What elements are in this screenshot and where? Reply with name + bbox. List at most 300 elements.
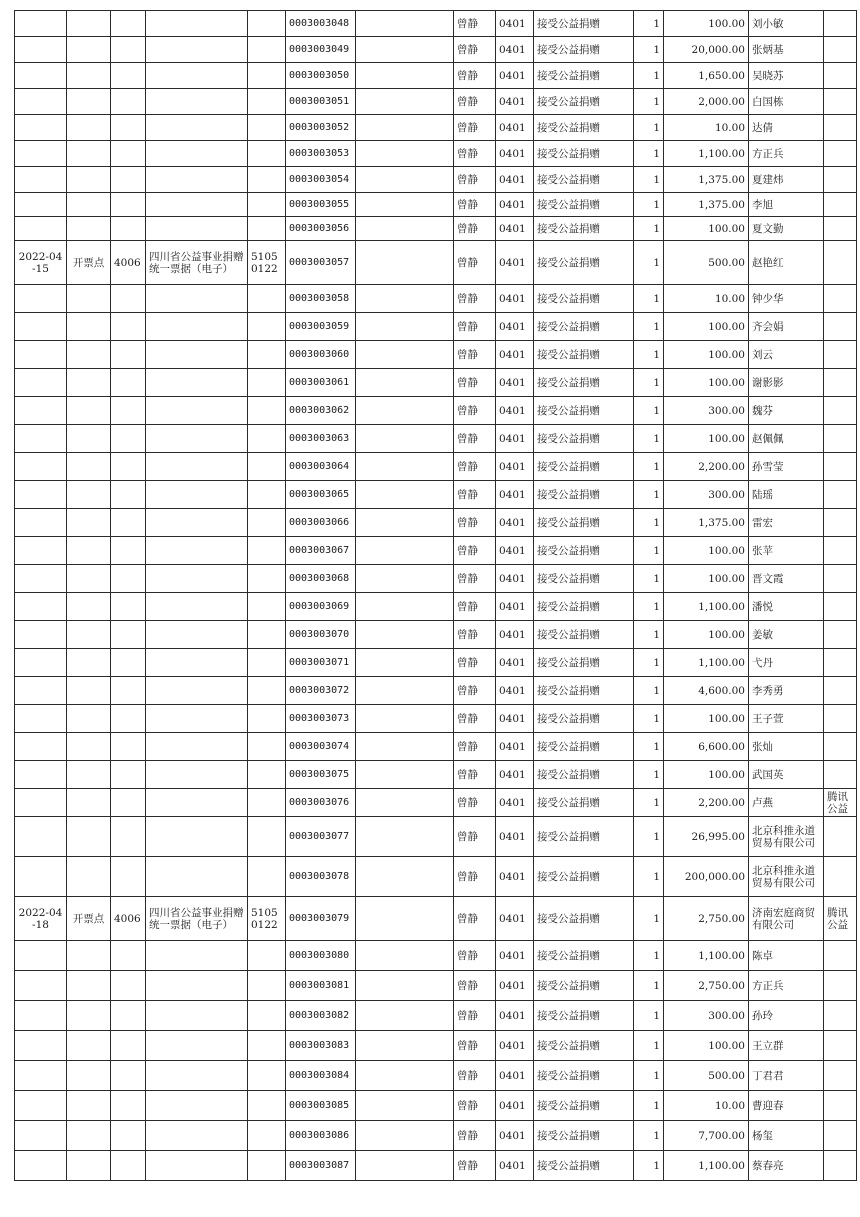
table-row xyxy=(15,1001,857,1031)
project-code-cell-text: 0401 xyxy=(499,404,526,417)
payer-cell-text: 李秀勇 xyxy=(752,684,784,697)
receipt-number-cell-text: 0003003080 xyxy=(289,949,350,961)
amount-cell-text: 300.00 xyxy=(708,488,745,501)
project-code-cell xyxy=(496,857,534,897)
project-name-cell xyxy=(534,733,634,761)
note-cell xyxy=(824,621,857,649)
receipt-number-cell xyxy=(286,897,356,941)
receipt-number-cell xyxy=(286,789,356,817)
receipt-number-cell xyxy=(286,649,356,677)
amount-cell-text: 1,100.00 xyxy=(698,147,745,160)
project-name-cell-text: 接受公益捐赠 xyxy=(537,17,600,30)
site-code-cell xyxy=(111,1001,146,1031)
blank-cell xyxy=(356,677,454,705)
receipt-number-cell-text: 0003003054 xyxy=(289,173,350,185)
handler-cell xyxy=(454,1091,496,1121)
bill-code-cell xyxy=(248,733,286,761)
amount-cell-text: 100.00 xyxy=(708,628,745,641)
receipt-number-cell xyxy=(286,941,356,971)
project-name-cell xyxy=(534,677,634,705)
bill-type-cell xyxy=(146,593,248,621)
table-row xyxy=(15,397,857,425)
project-code-cell xyxy=(496,63,534,89)
payer-cell-text: 卢燕 xyxy=(752,796,773,809)
bill-type-cell xyxy=(146,63,248,89)
quantity-cell-text: 1 xyxy=(653,1069,660,1082)
date-cell xyxy=(15,1061,67,1091)
project-code-cell-text: 0401 xyxy=(499,17,526,30)
amount-cell-text: 100.00 xyxy=(708,348,745,361)
receipt-number-cell xyxy=(286,565,356,593)
site-cell xyxy=(67,509,111,537)
project-code-cell xyxy=(496,761,534,789)
project-name-cell-text: 接受公益捐赠 xyxy=(537,198,600,211)
payer-cell xyxy=(749,1091,824,1121)
handler-cell xyxy=(454,167,496,193)
bill-type-cell xyxy=(146,341,248,369)
site-code-cell-text: 4006 xyxy=(114,256,141,269)
project-code-cell xyxy=(496,1121,534,1151)
amount-cell-text: 1,100.00 xyxy=(698,949,745,962)
project-name-cell xyxy=(534,621,634,649)
project-name-cell-text: 接受公益捐赠 xyxy=(537,1069,600,1082)
amount-cell xyxy=(664,1121,749,1151)
amount-cell xyxy=(664,941,749,971)
quantity-cell-text: 1 xyxy=(653,979,660,992)
bill-type-cell xyxy=(146,11,248,37)
handler-cell-text: 曾静 xyxy=(457,740,478,753)
quantity-cell-text: 1 xyxy=(653,198,660,211)
site-code-cell xyxy=(111,565,146,593)
site-code-cell xyxy=(111,11,146,37)
receipt-number-cell-text: 0003003066 xyxy=(289,516,350,528)
payer-cell xyxy=(749,37,824,63)
payer-cell xyxy=(749,1061,824,1091)
site-cell xyxy=(67,565,111,593)
quantity-cell-text: 1 xyxy=(653,1039,660,1052)
quantity-cell-text: 1 xyxy=(653,656,660,669)
quantity-cell xyxy=(634,1001,664,1031)
quantity-cell-text: 1 xyxy=(653,292,660,305)
site-cell xyxy=(67,971,111,1001)
payer-cell-text: 谢影影 xyxy=(752,376,784,389)
handler-cell-text: 曾静 xyxy=(457,600,478,613)
date-cell xyxy=(15,817,67,857)
project-code-cell-text: 0401 xyxy=(499,796,526,809)
site-cell xyxy=(67,397,111,425)
project-name-cell xyxy=(534,565,634,593)
receipt-number-cell xyxy=(286,761,356,789)
receipt-number-cell xyxy=(286,193,356,217)
project-name-cell-text: 接受公益捐赠 xyxy=(537,830,600,843)
payer-cell-text: 晋文霞 xyxy=(752,572,784,585)
receipt-number-cell-text: 0003003053 xyxy=(289,147,350,159)
payer-cell-text: 杨玺 xyxy=(752,1129,773,1142)
receipt-number-cell xyxy=(286,397,356,425)
amount-cell xyxy=(664,285,749,313)
bill-type-cell-text: 四川省公益事业捐赠统一票据（电子） xyxy=(149,906,244,931)
handler-cell-text: 曾静 xyxy=(457,198,478,211)
payer-cell xyxy=(749,677,824,705)
quantity-cell-text: 1 xyxy=(653,912,660,925)
site-code-cell xyxy=(111,37,146,63)
quantity-cell xyxy=(634,425,664,453)
handler-cell xyxy=(454,677,496,705)
bill-code-cell xyxy=(248,789,286,817)
handler-cell xyxy=(454,1061,496,1091)
amount-cell-text: 2,750.00 xyxy=(698,912,745,925)
payer-cell xyxy=(749,89,824,115)
quantity-cell xyxy=(634,941,664,971)
note-cell xyxy=(824,537,857,565)
site-code-cell xyxy=(111,941,146,971)
bill-type-cell-text: 四川省公益事业捐赠统一票据（电子） xyxy=(149,250,244,275)
quantity-cell-text: 1 xyxy=(653,600,660,613)
handler-cell xyxy=(454,481,496,509)
handler-cell-text: 曾静 xyxy=(457,348,478,361)
blank-cell xyxy=(356,789,454,817)
date-cell xyxy=(15,89,67,115)
date-cell xyxy=(15,971,67,1001)
handler-cell-text: 曾静 xyxy=(457,1009,478,1022)
quantity-cell xyxy=(634,313,664,341)
date-cell xyxy=(15,897,67,941)
date-cell xyxy=(15,11,67,37)
site-code-cell xyxy=(111,1061,146,1091)
table-row xyxy=(15,453,857,481)
quantity-cell xyxy=(634,857,664,897)
bill-code-cell xyxy=(248,857,286,897)
note-cell xyxy=(824,37,857,63)
project-code-cell xyxy=(496,369,534,397)
amount-cell xyxy=(664,241,749,285)
note-cell xyxy=(824,11,857,37)
project-code-cell xyxy=(496,397,534,425)
date-cell xyxy=(15,649,67,677)
handler-cell xyxy=(454,193,496,217)
quantity-cell xyxy=(634,397,664,425)
payer-cell-text: 张苹 xyxy=(752,544,773,557)
receipt-number-cell xyxy=(286,621,356,649)
payer-cell-text: 刘小敏 xyxy=(752,17,784,30)
blank-cell xyxy=(356,857,454,897)
handler-cell-text: 曾静 xyxy=(457,1159,478,1172)
bill-type-cell xyxy=(146,649,248,677)
project-name-cell xyxy=(534,397,634,425)
project-name-cell xyxy=(534,167,634,193)
project-code-cell-text: 0401 xyxy=(499,256,526,269)
bill-type-cell xyxy=(146,37,248,63)
bill-code-cell xyxy=(248,341,286,369)
receipt-number-cell xyxy=(286,1121,356,1151)
quantity-cell xyxy=(634,1151,664,1181)
payer-cell xyxy=(749,789,824,817)
bill-code-cell xyxy=(248,705,286,733)
handler-cell xyxy=(454,89,496,115)
handler-cell-text: 曾静 xyxy=(457,1039,478,1052)
receipt-number-cell-text: 0003003079 xyxy=(289,912,350,924)
project-name-cell xyxy=(534,857,634,897)
payer-cell xyxy=(749,537,824,565)
project-name-cell xyxy=(534,37,634,63)
handler-cell xyxy=(454,649,496,677)
quantity-cell-text: 1 xyxy=(653,870,660,883)
handler-cell xyxy=(454,971,496,1001)
receipt-number-cell-text: 0003003050 xyxy=(289,69,350,81)
site-cell-text: 开票点 xyxy=(72,912,105,925)
amount-cell xyxy=(664,537,749,565)
bill-code-cell xyxy=(248,817,286,857)
quantity-cell-text: 1 xyxy=(653,830,660,843)
payer-cell-text: 方正兵 xyxy=(752,147,784,160)
quantity-cell xyxy=(634,141,664,167)
bill-type-cell xyxy=(146,1121,248,1151)
site-cell xyxy=(67,89,111,115)
date-cell-text: 2022-04-18 xyxy=(18,906,63,931)
payer-cell xyxy=(749,897,824,941)
site-cell xyxy=(67,621,111,649)
quantity-cell-text: 1 xyxy=(653,572,660,585)
note-cell xyxy=(824,1061,857,1091)
project-code-cell xyxy=(496,1091,534,1121)
project-code-cell-text: 0401 xyxy=(499,516,526,529)
payer-cell-text: 王子萱 xyxy=(752,712,784,725)
site-cell xyxy=(67,167,111,193)
blank-cell xyxy=(356,11,454,37)
bill-code-cell xyxy=(248,1061,286,1091)
table-row xyxy=(15,1151,857,1181)
receipt-number-cell xyxy=(286,1031,356,1061)
date-cell xyxy=(15,1151,67,1181)
project-name-cell xyxy=(534,481,634,509)
project-code-cell-text: 0401 xyxy=(499,684,526,697)
payer-cell xyxy=(749,63,824,89)
payer-cell-text: 蔡春亮 xyxy=(752,1159,784,1172)
bill-code-cell xyxy=(248,285,286,313)
payer-cell-text: 赵艳红 xyxy=(752,256,784,269)
payer-cell xyxy=(749,705,824,733)
bill-code-cell xyxy=(248,677,286,705)
project-name-cell xyxy=(534,115,634,141)
project-code-cell xyxy=(496,1151,534,1181)
payer-cell xyxy=(749,313,824,341)
amount-cell xyxy=(664,167,749,193)
bill-type-cell xyxy=(146,537,248,565)
handler-cell xyxy=(454,313,496,341)
amount-cell xyxy=(664,509,749,537)
blank-cell xyxy=(356,313,454,341)
project-name-cell-text: 接受公益捐赠 xyxy=(537,432,600,445)
payer-cell-text: 弋丹 xyxy=(752,656,773,669)
project-code-cell-text: 0401 xyxy=(499,1069,526,1082)
payer-cell xyxy=(749,761,824,789)
project-code-cell-text: 0401 xyxy=(499,830,526,843)
project-name-cell xyxy=(534,509,634,537)
note-cell xyxy=(824,425,857,453)
receipt-number-cell-text: 0003003083 xyxy=(289,1039,350,1051)
bill-code-cell xyxy=(248,217,286,241)
quantity-cell xyxy=(634,621,664,649)
table-row xyxy=(15,1031,857,1061)
project-name-cell-text: 接受公益捐赠 xyxy=(537,1039,600,1052)
bill-code-cell xyxy=(248,1031,286,1061)
quantity-cell xyxy=(634,11,664,37)
site-cell-text: 开票点 xyxy=(72,256,105,269)
amount-cell xyxy=(664,789,749,817)
bill-code-cell xyxy=(248,621,286,649)
project-code-cell xyxy=(496,241,534,285)
note-cell xyxy=(824,193,857,217)
table-row xyxy=(15,897,857,941)
site-code-cell xyxy=(111,857,146,897)
project-name-cell xyxy=(534,1151,634,1181)
amount-cell-text: 300.00 xyxy=(708,1009,745,1022)
handler-cell xyxy=(454,241,496,285)
project-name-cell xyxy=(534,1031,634,1061)
receipt-number-cell xyxy=(286,857,356,897)
note-cell xyxy=(824,761,857,789)
project-name-cell xyxy=(534,241,634,285)
receipt-number-cell xyxy=(286,971,356,1001)
site-code-cell xyxy=(111,789,146,817)
handler-cell-text: 曾静 xyxy=(457,544,478,557)
receipt-number-cell-text: 0003003082 xyxy=(289,1009,350,1021)
project-code-cell-text: 0401 xyxy=(499,544,526,557)
quantity-cell xyxy=(634,369,664,397)
handler-cell xyxy=(454,565,496,593)
handler-cell-text: 曾静 xyxy=(457,376,478,389)
table-row xyxy=(15,89,857,115)
handler-cell xyxy=(454,789,496,817)
project-code-cell-text: 0401 xyxy=(499,870,526,883)
project-code-cell xyxy=(496,593,534,621)
bill-type-cell xyxy=(146,565,248,593)
bill-code-cell xyxy=(248,649,286,677)
receipt-number-cell-text: 0003003073 xyxy=(289,712,350,724)
project-code-cell xyxy=(496,621,534,649)
handler-cell-text: 曾静 xyxy=(457,256,478,269)
project-name-cell-text: 接受公益捐赠 xyxy=(537,796,600,809)
receipt-number-cell xyxy=(286,89,356,115)
receipt-number-cell xyxy=(286,509,356,537)
date-cell xyxy=(15,565,67,593)
bill-code-cell xyxy=(248,941,286,971)
note-cell xyxy=(824,341,857,369)
quantity-cell-text: 1 xyxy=(653,768,660,781)
quantity-cell xyxy=(634,897,664,941)
bill-type-cell xyxy=(146,481,248,509)
table-row xyxy=(15,1061,857,1091)
blank-cell xyxy=(356,193,454,217)
amount-cell xyxy=(664,705,749,733)
date-cell xyxy=(15,761,67,789)
handler-cell-text: 曾静 xyxy=(457,1069,478,1082)
handler-cell-text: 曾静 xyxy=(457,95,478,108)
receipt-number-cell-text: 0003003057 xyxy=(289,256,350,268)
receipt-number-cell-text: 0003003069 xyxy=(289,600,350,612)
amount-cell xyxy=(664,677,749,705)
ledger-sheet xyxy=(14,10,848,1181)
project-code-cell-text: 0401 xyxy=(499,768,526,781)
handler-cell-text: 曾静 xyxy=(457,628,478,641)
site-code-cell xyxy=(111,141,146,167)
note-cell xyxy=(824,509,857,537)
payer-cell xyxy=(749,115,824,141)
handler-cell-text: 曾静 xyxy=(457,979,478,992)
site-cell xyxy=(67,1121,111,1151)
bill-type-cell xyxy=(146,397,248,425)
receipt-number-cell xyxy=(286,63,356,89)
amount-cell-text: 100.00 xyxy=(708,432,745,445)
receipt-number-cell xyxy=(286,285,356,313)
quantity-cell xyxy=(634,115,664,141)
note-cell xyxy=(824,167,857,193)
date-cell xyxy=(15,621,67,649)
amount-cell xyxy=(664,453,749,481)
amount-cell-text: 100.00 xyxy=(708,1039,745,1052)
quantity-cell xyxy=(634,705,664,733)
quantity-cell-text: 1 xyxy=(653,376,660,389)
amount-cell xyxy=(664,397,749,425)
payer-cell-text: 钟少华 xyxy=(752,292,784,305)
date-cell xyxy=(15,141,67,167)
blank-cell xyxy=(356,217,454,241)
receipt-number-cell xyxy=(286,733,356,761)
project-code-cell xyxy=(496,941,534,971)
payer-cell-text: 陆瑶 xyxy=(752,488,773,501)
bill-code-cell xyxy=(248,481,286,509)
payer-cell-text: 齐会娟 xyxy=(752,320,784,333)
payer-cell xyxy=(749,1031,824,1061)
amount-cell xyxy=(664,341,749,369)
project-name-cell-text: 接受公益捐赠 xyxy=(537,912,600,925)
blank-cell xyxy=(356,621,454,649)
project-name-cell-text: 接受公益捐赠 xyxy=(537,1159,600,1172)
note-cell xyxy=(824,897,857,941)
site-code-cell xyxy=(111,115,146,141)
receipt-number-cell-text: 0003003060 xyxy=(289,348,350,360)
handler-cell-text: 曾静 xyxy=(457,147,478,160)
project-code-cell xyxy=(496,425,534,453)
handler-cell-text: 曾静 xyxy=(457,949,478,962)
blank-cell xyxy=(356,369,454,397)
note-cell xyxy=(824,677,857,705)
bill-code-cell xyxy=(248,761,286,789)
project-code-cell xyxy=(496,733,534,761)
blank-cell xyxy=(356,593,454,621)
project-code-cell-text: 0401 xyxy=(499,348,526,361)
site-code-cell xyxy=(111,1121,146,1151)
payer-cell-text: 刘云 xyxy=(752,348,773,361)
blank-cell xyxy=(356,241,454,285)
bill-type-cell xyxy=(146,897,248,941)
bill-type-cell xyxy=(146,941,248,971)
amount-cell-text: 2,200.00 xyxy=(698,796,745,809)
payer-cell xyxy=(749,621,824,649)
receipt-number-cell-text: 0003003085 xyxy=(289,1099,350,1111)
payer-cell-text: 北京科推永道贸易有限公司 xyxy=(752,824,815,849)
bill-code-cell-text: 51050122 xyxy=(251,906,278,931)
project-name-cell xyxy=(534,817,634,857)
date-cell xyxy=(15,167,67,193)
bill-code-cell xyxy=(248,397,286,425)
site-code-cell xyxy=(111,1091,146,1121)
table-row xyxy=(15,193,857,217)
receipt-number-cell-text: 0003003074 xyxy=(289,740,350,752)
site-code-cell xyxy=(111,89,146,115)
payer-cell-text: 王立群 xyxy=(752,1039,784,1052)
handler-cell xyxy=(454,1151,496,1181)
